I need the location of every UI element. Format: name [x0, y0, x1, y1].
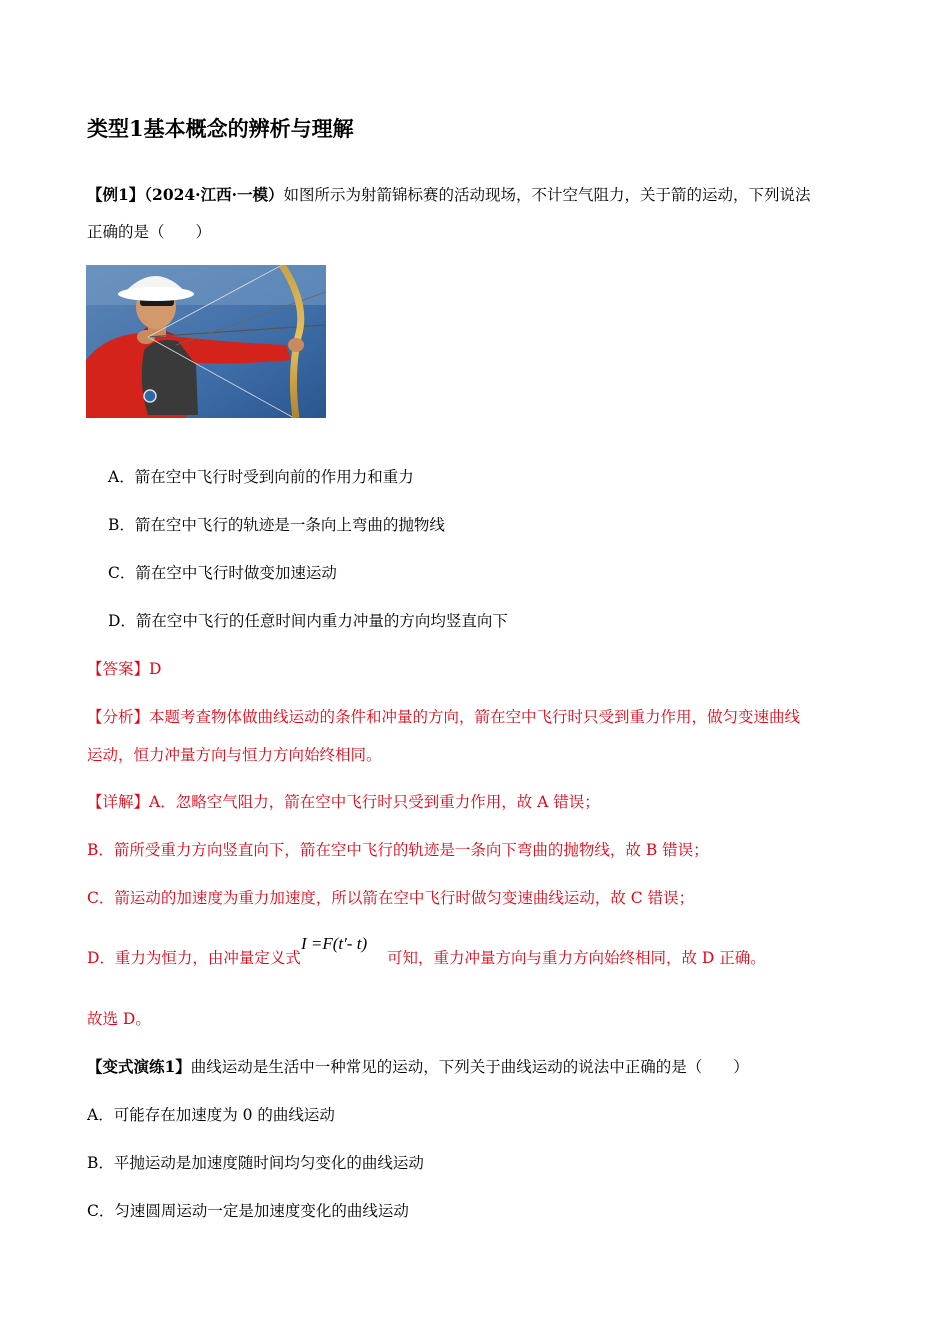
section-heading: 类型1基本概念的辨析与理解 — [87, 116, 354, 141]
detail-line-b: B．箭所受重力方向竖直向下，箭在空中飞行的轨迹是一条向下弯曲的抛物线，故 B 错误； — [87, 841, 709, 859]
impulse-formula: I =F(t′- t) — [300, 934, 368, 953]
variant-tag: 【变式演练1】 — [87, 1057, 191, 1076]
example-tag: 【例1】 — [87, 185, 145, 204]
analysis-label: 【分析】 — [87, 708, 150, 726]
analysis-line2: 运动，恒力冲量方向与恒力方向始终相同。 — [87, 746, 382, 764]
detail-d-after: 可知，重力冲量方向与重力方向始终相同，故 D 正确。 — [386, 949, 766, 967]
variant-option-b: B．平抛运动是加速度随时间均匀变化的曲线运动 — [87, 1154, 424, 1172]
detail-line-c: C．箭运动的加速度为重力加速度，所以箭在空中飞行时做匀变速曲线运动，故 C 错误； — [87, 889, 695, 907]
answer-value: D — [149, 660, 162, 678]
variant-option-a: A．可能存在加速度为 0 的曲线运动 — [87, 1106, 335, 1124]
analysis-line1 — [87, 707, 800, 727]
variant-option-c: C．匀速圆周运动一定是加速度变化的曲线运动 — [87, 1202, 409, 1220]
example-question-line1 — [87, 185, 811, 205]
example-option-d: D．箭在空中飞行的任意时间内重力冲量的方向均竖直向下 — [108, 612, 508, 630]
example-question-line2: 正确的是（ ） — [87, 223, 212, 241]
detail-a-text: A．忽略空气阻力，箭在空中飞行时只受到重力作用，故 A 错误； — [149, 793, 600, 811]
detail-line-d — [87, 934, 766, 968]
variant-question — [87, 1057, 749, 1077]
detail-d-before: D．重力为恒力，由冲量定义式 — [87, 949, 301, 967]
detail-line-a — [87, 792, 600, 812]
example-option-a: A．箭在空中飞行时受到向前的作用力和重力 — [108, 468, 414, 486]
detail-choice: 故选 D。 — [87, 1010, 151, 1028]
archery-photo — [86, 265, 326, 418]
example-question-text: 如图所示为射箭锦标赛的活动现场，不计空气阻力，关于箭的运动，下列说法 — [283, 186, 811, 204]
detail-label: 【详解】 — [87, 793, 150, 811]
variant-question-text: 曲线运动是生活中一种常见的运动，下列关于曲线运动的说法中正确的是（ ） — [190, 1058, 749, 1076]
answer-label: 【答案】 — [87, 660, 150, 678]
answer-line — [87, 659, 161, 679]
example-source: （2024·江西·一模） — [144, 185, 284, 204]
example-option-c: C．箭在空中飞行时做变加速运动 — [108, 564, 337, 582]
example-option-b: B．箭在空中飞行的轨迹是一条向上弯曲的抛物线 — [108, 516, 445, 534]
analysis-text: 本题考查物体做曲线运动的条件和冲量的方向，箭在空中飞行时只受到重力作用，做匀变速曲线 — [149, 708, 801, 726]
